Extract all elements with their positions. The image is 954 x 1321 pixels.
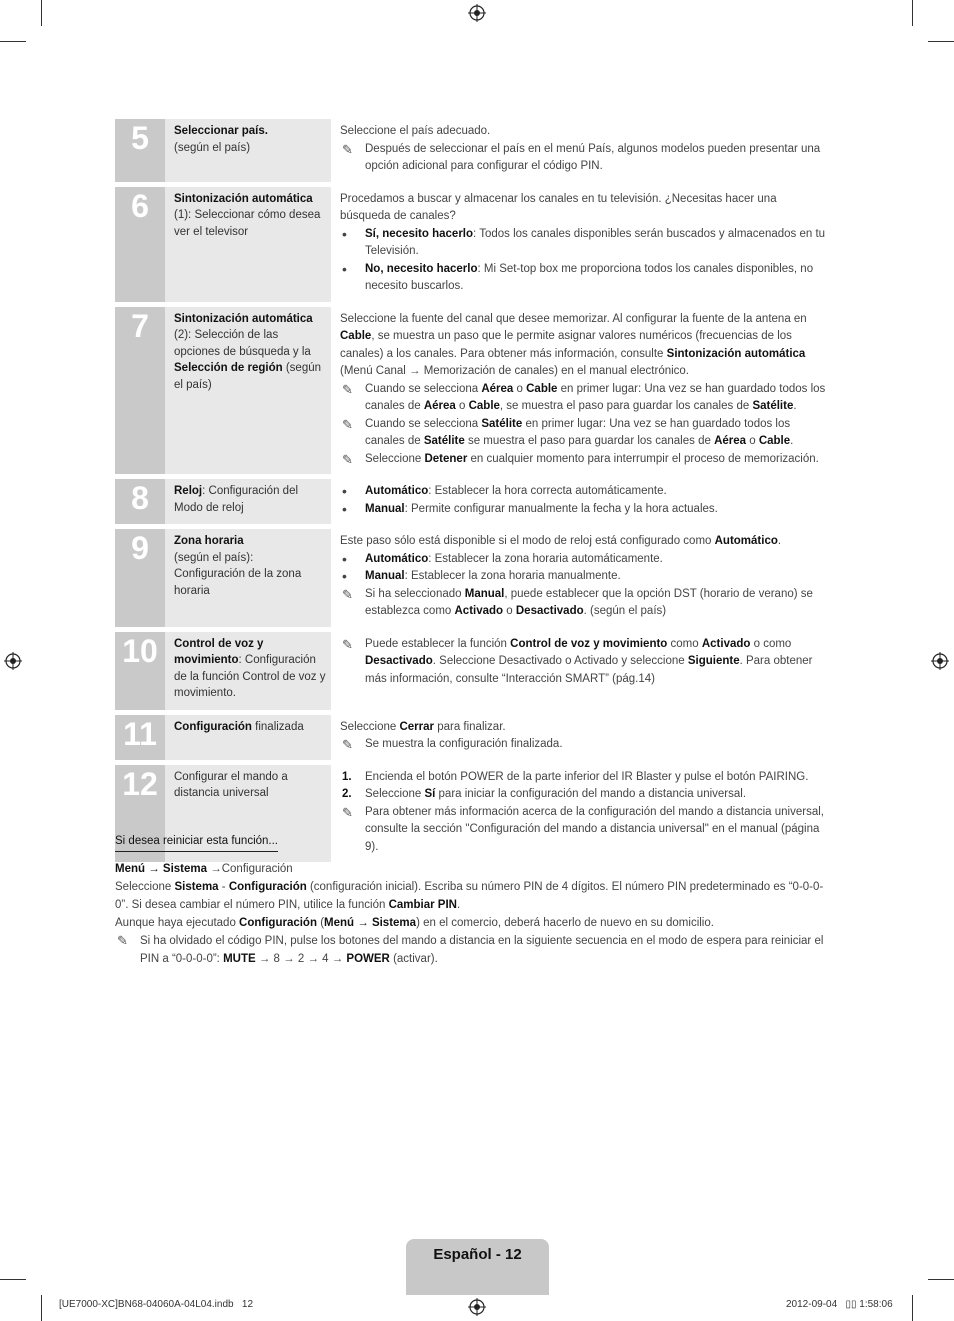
note-icon: ✎ [342, 381, 353, 397]
step-number: 10 [115, 632, 165, 710]
emphasis-text: Activado [701, 637, 751, 650]
emphasis-text: Seleccionar país. [174, 125, 268, 137]
body-text: . [790, 435, 794, 447]
step-description [331, 715, 829, 760]
item-text [365, 483, 829, 501]
emphasis-text: Cable [758, 435, 791, 447]
body-text: Seleccione [115, 881, 175, 893]
description-text [340, 191, 829, 226]
setup-steps-table [115, 119, 829, 867]
emphasis-text: Aérea [481, 382, 514, 395]
emphasis-text: Zona horaria [174, 535, 244, 547]
reset-section [115, 832, 830, 968]
step-row [115, 529, 829, 627]
body-text: , se muestra un paso que le permite asignar valores numéricos (frecuencias de los canales) a los canales. Para obtener más información, consulte [340, 330, 792, 360]
note-icon: ✎ [342, 636, 353, 652]
reset-menu-path [115, 860, 830, 878]
step-label [165, 307, 331, 475]
step-row [115, 632, 829, 710]
note-icon: ✎ [342, 416, 353, 432]
emphasis-text: Satélite [423, 435, 465, 447]
body-text: Aunque haya ejecutado [115, 917, 240, 929]
body-text: : Configuración de la función Control de voz y movimiento. [174, 654, 326, 699]
step-label [165, 479, 331, 524]
bullet-item [340, 551, 829, 569]
body-text: : Establecer la hora correcta automáticamente. [428, 485, 667, 497]
crop-mark [928, 41, 954, 42]
body-text: (según el país) [174, 362, 322, 391]
step-row [115, 307, 829, 475]
emphasis-text: Automático [365, 485, 429, 497]
body-text: Seleccione [340, 720, 400, 733]
step-row [115, 187, 829, 302]
item-text [365, 226, 829, 261]
body-text: : Permite configurar manualmente la fecha y la hora actuales. [404, 502, 718, 515]
emphasis-text: Configuración [174, 720, 252, 733]
step-label [165, 529, 331, 627]
body-text: (activar). [389, 953, 438, 965]
emphasis-text: Desactivado [365, 655, 433, 667]
body-text: ( [317, 917, 325, 929]
body-text: Seleccione la fuente del canal que desee memorizar. Al configurar la fuente de la antena en [340, 312, 807, 325]
body-text: o [503, 605, 516, 617]
crop-mark [0, 1279, 26, 1280]
body-text: para finalizar. [434, 720, 506, 733]
description-text [340, 311, 829, 381]
bullet-icon: • [342, 550, 347, 567]
body-text: . [456, 899, 461, 911]
item-text [365, 769, 829, 787]
emphasis-text: Manual [365, 570, 405, 582]
body-text: - [218, 881, 229, 893]
step-number: 11 [115, 715, 165, 760]
page-number-label: Español - 12 [406, 1239, 549, 1295]
body-text: finalizada [251, 720, 304, 733]
note-icon: ✎ [342, 804, 353, 820]
body-text: Se muestra la configuración finalizada. [365, 738, 563, 750]
body-text: Cuando se selecciona [365, 382, 482, 395]
note-item [340, 636, 829, 689]
emphasis-text: Cable [468, 400, 500, 412]
step-number: 8 [115, 479, 165, 524]
item-text [365, 501, 829, 519]
bullet-item [340, 226, 829, 261]
step-description [331, 529, 829, 627]
emphasis-text: POWER [346, 953, 390, 965]
emphasis-text: Aérea [423, 400, 456, 412]
registration-mark-icon [931, 652, 949, 670]
body-text: o [513, 382, 527, 395]
step-description [331, 479, 829, 524]
description-text [340, 123, 829, 141]
registration-mark-icon [468, 4, 486, 22]
emphasis-text: Satélite [752, 400, 794, 412]
emphasis-text: Aérea [714, 435, 747, 447]
bullet-icon: • [342, 260, 347, 277]
item-text [365, 736, 829, 754]
body-text: Encienda el botón POWER de la parte inferior del IR Blaster y pulse el botón PAIRING. [365, 770, 809, 783]
note-item [340, 736, 829, 754]
step-number: 5 [115, 119, 165, 182]
item-text [365, 568, 829, 586]
emphasis-text: Sintonización automática [174, 192, 313, 205]
body-text: o como [750, 637, 792, 650]
note-icon: ✎ [342, 586, 353, 602]
body-text: Este paso sólo está disponible si el modo de reloj está configurado como [340, 535, 715, 547]
bullet-icon: • [342, 568, 347, 584]
step-description [331, 632, 829, 710]
footer-timestamp: 2012-09-04 ▯▯ 1:58:06 [786, 1299, 893, 1310]
bullet-item [340, 483, 829, 501]
item-text [365, 586, 829, 621]
body-text: : Mi Set-top box me proporciona todos los canales disponibles, no necesito buscarlos. [365, 262, 814, 292]
crop-mark [0, 41, 26, 42]
step-description [331, 307, 829, 475]
body-text: o [746, 435, 759, 447]
emphasis-text: Sintonización automática [174, 312, 313, 325]
crop-mark [912, 1295, 913, 1321]
emphasis-text: MUTE [223, 953, 256, 965]
step-number: 6 [115, 187, 165, 302]
body-text: . (según el país) [583, 605, 667, 617]
emphasis-text: No, necesito hacerlo [365, 262, 478, 275]
registration-mark-icon [468, 1298, 486, 1316]
body-text: Configurar el mando a distancia universal [174, 770, 288, 799]
list-number: 2. [342, 788, 352, 800]
body-text: Si ha olvidado el código PIN, pulse los botones del mando a distancia en la siguiente secuencia en el modo de espera para reiniciar el PIN a “0-0-0-0”: [140, 935, 824, 965]
step-description [331, 187, 829, 302]
step-description [331, 119, 829, 182]
crop-mark [912, 0, 913, 26]
body-text: → 8 → 2 → 4 → [255, 953, 347, 965]
numbered-item [340, 769, 829, 787]
numbered-item [340, 786, 829, 804]
body-text: o [455, 400, 469, 412]
note-item [340, 416, 829, 451]
step-number: 12 [115, 765, 165, 863]
body-text: en primer lugar: Una vez se han guardado todos los canales de [365, 382, 826, 412]
step-label [165, 119, 331, 182]
body-text: : Establecer la zona horaria manualmente. [404, 570, 621, 582]
crop-mark [41, 1295, 42, 1321]
body-text: se muestra el paso para guardar los canales de [464, 435, 715, 447]
emphasis-text: Sí, necesito hacerlo [365, 227, 474, 240]
body-text: en cualquier momento para interrumpir el proceso de memorización. [467, 452, 819, 465]
body-text: →Configuración [207, 863, 293, 875]
item-text [365, 416, 829, 451]
body-text: . Para obtener más información, consulte “Interacción SMART” (pág.14) [365, 655, 813, 685]
body-text: Para obtener más información acerca de la configuración del mando a distancia universal, consulte la sección "Configuración del mando a distancia universal" en el manual (página 9). [365, 805, 824, 853]
body-text: (1): Seleccionar cómo desea ver el televisor [174, 209, 321, 238]
emphasis-text: Cambiar PIN [388, 899, 457, 911]
bullet-item [340, 261, 829, 296]
emphasis-text: Configuración [228, 881, 307, 893]
body-text: : Establecer la zona horaria automáticamente. [428, 552, 663, 565]
item-text [365, 636, 829, 689]
footer-file-info: [UE7000-XC]BN68-04060A-04L04.indb 12 [59, 1299, 254, 1310]
emphasis-text: Satélite [481, 417, 523, 430]
bullet-icon: • [342, 483, 347, 499]
body-text: : Configuración del Modo de reloj [174, 485, 299, 514]
emphasis-text: Control de voz y movimiento [174, 637, 264, 666]
list-number: 1. [342, 770, 352, 783]
body-text: ) en el comercio, deberá hacerlo de nuevo en su domicilio. [416, 917, 714, 929]
emphasis-text: Cable [340, 330, 372, 342]
body-text: (según el país): Configuración de la zona horaria [174, 551, 302, 597]
emphasis-text: Cable [526, 382, 558, 395]
body-text: , se muestra el paso para guardar los canales de [499, 400, 753, 412]
body-text: Después de seleccionar el país en el menú País, algunos modelos pueden presentar una opción adicional para configurar el código PIN. [365, 142, 821, 172]
note-item [340, 451, 829, 469]
bullet-icon: • [342, 500, 347, 517]
emphasis-text: Sistema [174, 881, 219, 893]
item-text [365, 551, 829, 569]
crop-mark [928, 1279, 954, 1280]
step-label [165, 715, 331, 760]
crop-mark [41, 0, 42, 26]
step-row [115, 119, 829, 182]
note-item [340, 141, 829, 176]
bullet-icon: • [342, 225, 347, 242]
body-text: como [667, 637, 702, 650]
note-icon: ✎ [342, 737, 353, 752]
body-text: Procedamos a buscar y almacenar los canales en tu televisión. ¿Necesitas hacer una búsqueda de canales? [340, 192, 777, 222]
body-text: . Seleccione Desactivado o Activado y seleccione [432, 655, 688, 667]
bullet-item [340, 501, 829, 519]
emphasis-text: Activado [454, 605, 504, 617]
body-text: (configuración inicial). Escriba su número PIN de 4 dígitos. El número PIN predeterminado es “0-0-0-0”. Si desea cambiar el número PIN, utilice la función [115, 881, 824, 911]
emphasis-text: Automático [365, 552, 429, 565]
emphasis-text: Menú → Sistema [324, 917, 417, 929]
note-item [340, 586, 829, 621]
item-text [365, 451, 829, 469]
emphasis-text: Selección de región [174, 362, 283, 374]
body-text: Seleccione [365, 788, 425, 800]
body-text: : Todos los canales disponibles serán buscados y almacenados en tu Televisión. [365, 227, 826, 257]
registration-mark-icon [4, 652, 22, 670]
body-text: Seleccione [365, 452, 425, 465]
note-item [340, 381, 829, 416]
body-text: (2): Selección de las opciones de búsqueda y la [174, 329, 311, 358]
body-text: Cuando se selecciona [365, 417, 482, 430]
note-icon: ✎ [117, 933, 128, 948]
emphasis-text: Manual [464, 587, 505, 600]
step-row [115, 715, 829, 760]
emphasis-text: Menú → Sistema [115, 863, 208, 875]
reset-paragraph [115, 878, 830, 914]
emphasis-text: Manual [365, 502, 405, 515]
description-text [340, 533, 829, 551]
item-text [365, 141, 829, 176]
emphasis-text: Siguiente [687, 655, 740, 667]
emphasis-text: Reloj [174, 485, 203, 497]
step-label [165, 187, 331, 302]
body-text: , puede establecer que la opción DST (horario de verano) se establezca como [365, 587, 813, 617]
emphasis-text: Configuración [239, 917, 317, 929]
reset-title: Si desea reiniciar esta función... [115, 832, 278, 852]
description-text [340, 719, 829, 737]
body-text: . [793, 400, 797, 412]
note-icon: ✎ [342, 141, 353, 157]
reset-note [115, 932, 830, 968]
body-text: . [777, 535, 782, 547]
emphasis-text: Sintonización automática [666, 347, 806, 360]
step-row [115, 479, 829, 524]
body-text: (Menú Canal → Memorización de canales) en el manual electrónico. [340, 365, 690, 377]
bullet-item [340, 568, 829, 586]
emphasis-text: Cerrar [399, 720, 434, 733]
body-text: Si ha seleccionado [365, 587, 465, 600]
item-text [365, 381, 829, 416]
emphasis-text: Detener [424, 452, 468, 465]
reset-paragraph [115, 914, 830, 932]
body-text: Seleccione el país adecuado. [340, 125, 491, 137]
step-number: 9 [115, 529, 165, 627]
step-label [165, 632, 331, 710]
body-text: (según el país) [174, 141, 251, 154]
note-icon: ✎ [342, 451, 353, 467]
emphasis-text: Sí [424, 788, 436, 800]
step-number: 7 [115, 307, 165, 475]
body-text: Puede establecer la función [365, 637, 511, 650]
emphasis-text: Automático [714, 535, 778, 547]
item-text [365, 261, 829, 296]
item-text [365, 786, 829, 804]
emphasis-text: Control de voz y movimiento [510, 637, 668, 650]
body-text: para iniciar la configuración del mando a distancia universal. [435, 788, 747, 800]
body-text: en primer lugar: Una vez se han guardado todos los canales de [365, 417, 791, 447]
emphasis-text: Desactivado [515, 605, 584, 617]
